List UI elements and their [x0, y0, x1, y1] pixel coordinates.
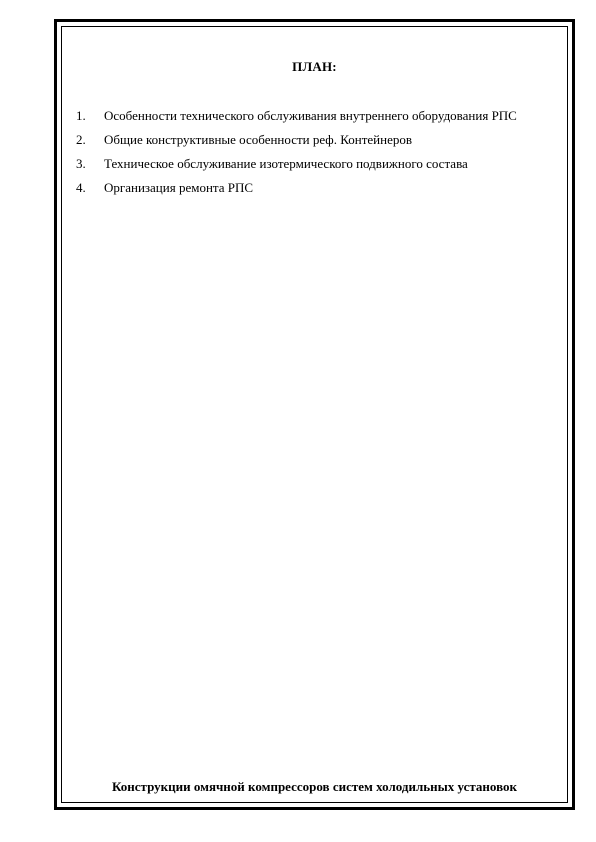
- plan-item-text: Техническое обслуживание изотермического подвижного состава: [104, 156, 468, 171]
- plan-item: [76, 104, 561, 128]
- plan-item-number: 3.: [76, 156, 86, 171]
- plan-item-number: 4.: [76, 180, 86, 195]
- plan-item-number: 1.: [76, 108, 86, 123]
- page-border-frame: [54, 19, 575, 810]
- plan-item: [76, 176, 561, 200]
- plan-item-text: Организация ремонта РПС: [104, 180, 254, 195]
- plan-item-text: Общие конструктивные особенности реф. Контейнеров: [104, 132, 412, 147]
- page-inner-frame: [61, 26, 568, 803]
- plan-item: [76, 128, 561, 152]
- document-footer-title: Конструкции омячной компрессоров систем холодильных установок: [111, 779, 518, 794]
- plan-list: [76, 104, 561, 200]
- plan-item: [76, 152, 561, 176]
- plan-title: ПЛАН:: [292, 59, 337, 74]
- plan-item-text: Особенности технического обслуживания внутреннего оборудования РПС: [104, 108, 517, 123]
- plan-item-number: 2.: [76, 132, 86, 147]
